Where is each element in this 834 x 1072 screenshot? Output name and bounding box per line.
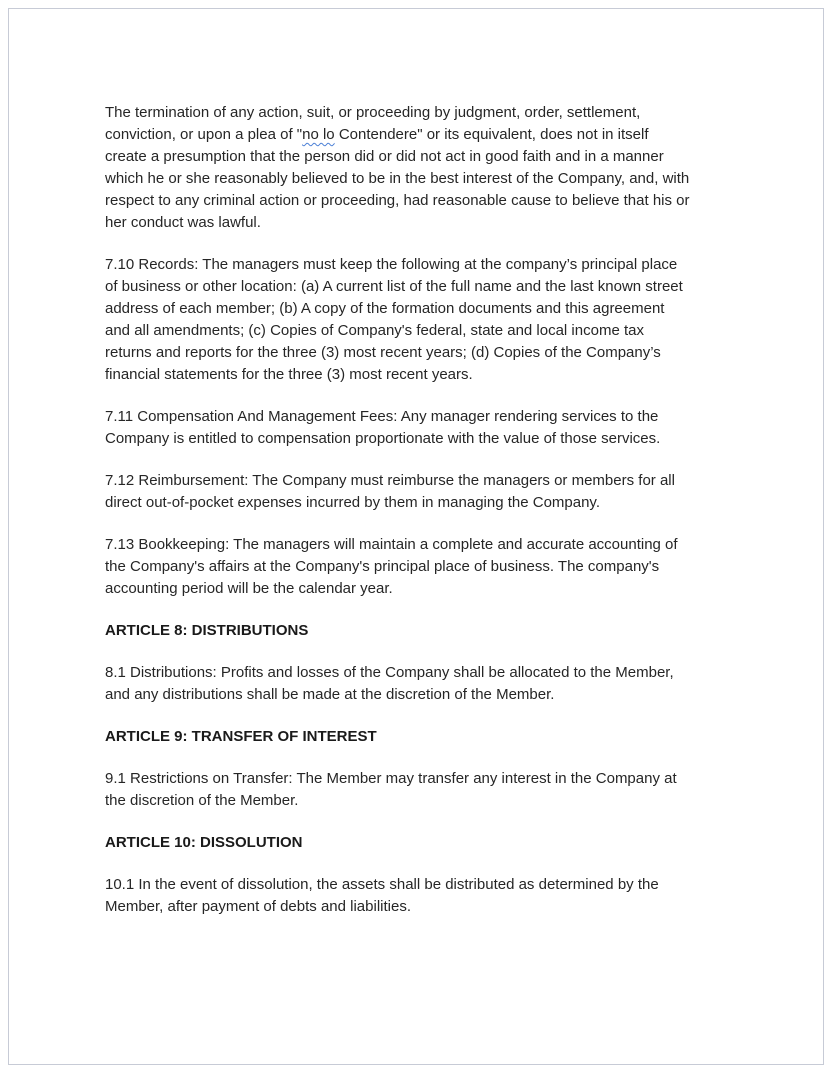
text-line: financial statements for the three (3) most recent years. bbox=[105, 366, 473, 383]
text-line: respect to any criminal action or proceeding, had reasonable cause to believe that his or bbox=[105, 192, 690, 209]
text-line: Member, after payment of debts and liabilities. bbox=[105, 898, 411, 915]
text-line: The termination of any action, suit, or proceeding by judgment, order, settlement, bbox=[105, 104, 641, 121]
text-line: of business or other location: (a) A current list of the full name and the last known street bbox=[105, 278, 683, 295]
text-line: 9.1 Restrictions on Transfer: The Member may transfer any interest in the Company at bbox=[105, 770, 677, 787]
spellcheck-flagged-word[interactable]: no lo bbox=[302, 126, 335, 143]
text-segment: conviction, or upon a plea of " bbox=[105, 126, 303, 143]
text-line: 7.11 Compensation And Management Fees: Any manager rendering services to the bbox=[105, 408, 659, 425]
text-line: her conduct was lawful. bbox=[105, 214, 261, 231]
text-line: 8.1 Distributions: Profits and losses of the Company shall be allocated to the Member, bbox=[105, 664, 674, 681]
document-page bbox=[8, 8, 824, 1065]
text-line: Company is entitled to compensation proportionate with the value of those services. bbox=[105, 430, 661, 447]
document-body[interactable] bbox=[105, 102, 745, 938]
paragraph-7-12-reimbursement bbox=[105, 470, 745, 514]
paragraph-10-1-dissolution bbox=[105, 874, 745, 918]
text-line: and any distributions shall be made at the discretion of the Member. bbox=[105, 686, 555, 703]
text-line: 10.1 In the event of dissolution, the assets shall be distributed as determined by the bbox=[105, 876, 659, 893]
text-line: and all amendments; (c) Copies of Company's federal, state and local income tax bbox=[105, 322, 644, 339]
text-line: the discretion of the Member. bbox=[105, 792, 299, 809]
text-segment: Contendere" or its equivalent, does not in itself bbox=[334, 126, 649, 143]
text-line: address of each member; (b) A copy of the formation documents and this agreement bbox=[105, 300, 665, 317]
paragraph-8-1-distributions bbox=[105, 662, 745, 706]
paragraph-9-1-transfer bbox=[105, 768, 745, 812]
paragraph-7-11-compensation bbox=[105, 406, 745, 450]
text-line: accounting period will be the calendar year. bbox=[105, 580, 393, 597]
heading-article-8: ARTICLE 8: DISTRIBUTIONS bbox=[105, 622, 309, 639]
text-line: create a presumption that the person did or did not act in good faith and in a manner bbox=[105, 148, 664, 165]
text-line: 7.12 Reimbursement: The Company must reimburse the managers or members for all bbox=[105, 472, 675, 489]
text-line: 7.13 Bookkeeping: The managers will maintain a complete and accurate accounting of bbox=[105, 536, 678, 553]
paragraph-termination bbox=[105, 102, 745, 234]
paragraph-7-10-records bbox=[105, 254, 745, 386]
text-line: returns and reports for the three (3) most recent years; (d) Copies of the Company’s bbox=[105, 344, 661, 361]
text-line bbox=[105, 124, 745, 146]
heading-article-10: ARTICLE 10: DISSOLUTION bbox=[105, 834, 303, 851]
paragraph-7-13-bookkeeping bbox=[105, 534, 745, 600]
text-line: which he or she reasonably believed to be in the best interest of the Company, and, with bbox=[105, 170, 690, 187]
text-line: direct out-of-pocket expenses incurred by them in managing the Company. bbox=[105, 494, 600, 511]
text-line: 7.10 Records: The managers must keep the following at the company’s principal place bbox=[105, 256, 678, 273]
heading-article-9: ARTICLE 9: TRANSFER OF INTEREST bbox=[105, 728, 377, 745]
text-line: the Company's affairs at the Company's principal place of business. The company's bbox=[105, 558, 660, 575]
